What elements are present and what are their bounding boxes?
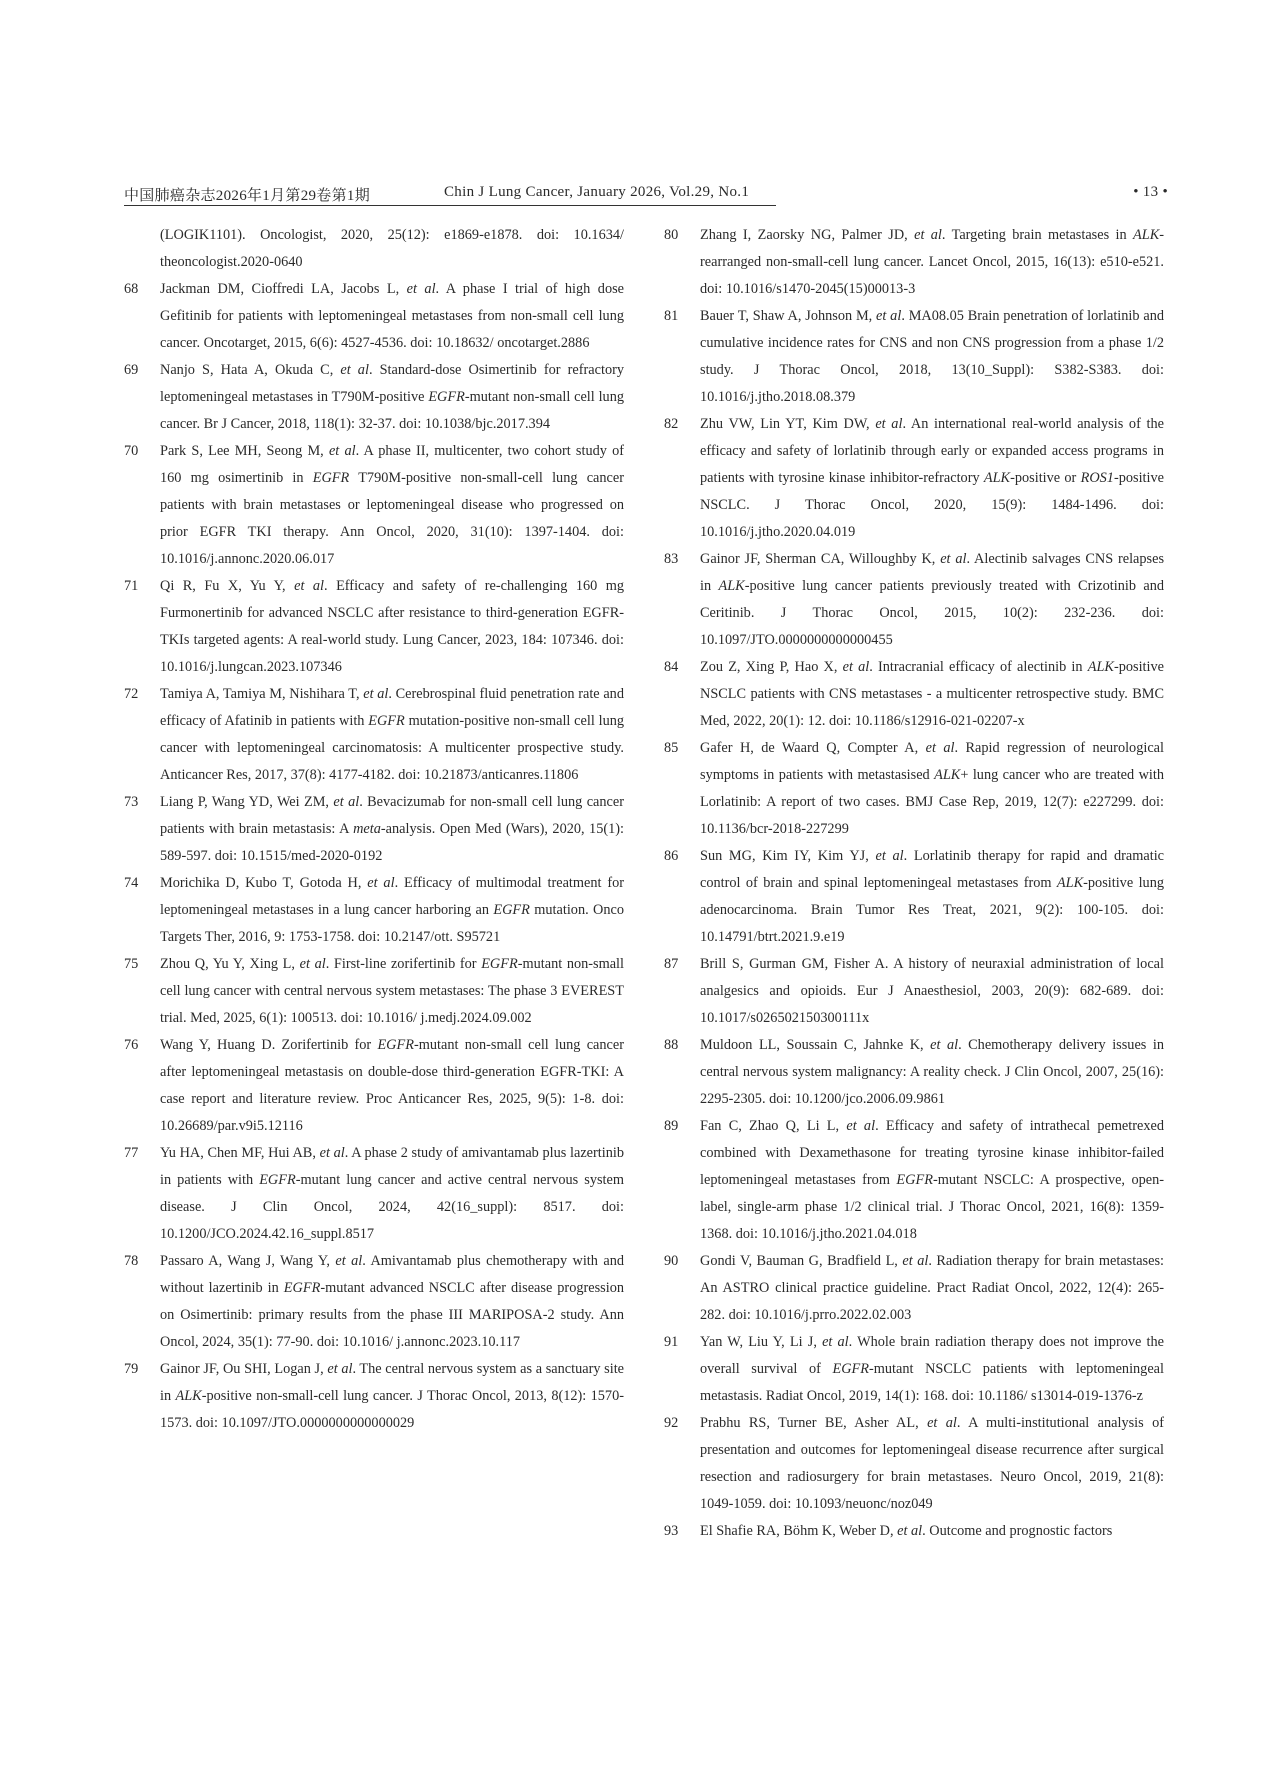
reference-text: Wang Y, Huang D. Zorifertinib for EGFR-mutant non-small cell lung cancer after leptomeningeal metastasis on double-dose third-generation EGFR-TKI: A case report and literature review. Proc Anticancer Res, 2025, 9(5): 1-8. doi: 10.26689/par.v9i5.12116 <box>160 1037 625 1134</box>
reference-number: 84 <box>664 659 679 675</box>
reference-number: 79 <box>124 1361 139 1377</box>
reference-text: Liang P, Wang YD, Wei ZM, et al. Bevacizumab for non-small cell lung cancer patients with brain metastasis: A meta-analysis. Open Med (Wars), 2020, 15(1): 589-597. doi: 10.1515/med-2020-0192 <box>160 794 624 864</box>
reference-text: Gondi V, Bauman G, Bradfield L, et al. Radiation therapy for brain metastases: An ASTRO clinical practice guideline. Pract Radiat Oncol, 2022, 12(4): 265-282. doi: 10.1016/j.prro.2022.02.003 <box>700 1253 1164 1323</box>
reference-text: Yu HA, Chen MF, Hui AB, et al. A phase 2 study of amivantamab plus lazertinib in patients with EGFR-mutant lung cancer and active central nervous system disease. J Clin Oncol, 2024, 42(16_suppl): 8517. doi: 10.1200/JCO.2024.42.16_suppl.8517 <box>160 1145 625 1242</box>
reference-item <box>664 303 1164 411</box>
reference-item <box>124 222 624 276</box>
reference-text: Morichika D, Kubo T, Gotoda H, et al. Efficacy of multimodal treatment for leptomeningeal metastases in a lung cancer harboring an EGFR mutation. Onco Targets Ther, 2016, 9: 1753-1758. doi: 10.2147/ott. S95721 <box>160 875 624 945</box>
reference-text: Zhang I, Zaorsky NG, Palmer JD, et al. Targeting brain metastases in ALK-rearranged non-small-cell lung cancer. Lancet Oncol, 2015, 16(13): e510-e521. doi: 10.1016/s1470-2045(15)00013-3 <box>700 227 1165 297</box>
reference-number: 85 <box>664 740 679 756</box>
reference-number: 91 <box>664 1334 679 1350</box>
reference-number: 71 <box>124 578 139 594</box>
reference-item <box>124 276 624 357</box>
reference-item <box>124 1248 624 1356</box>
header-rule <box>124 205 776 206</box>
reference-text: Passaro A, Wang J, Wang Y, et al. Amivantamab plus chemotherapy with and without lazertinib in EGFR-mutant advanced NSCLC after disease progression on Osimertinib: primary results from the phase III MARIPOSA-2 study. Ann Oncol, 2024, 35(1): 77-90. doi: 10.1016/ j.annonc.2023.10.117 <box>160 1253 624 1350</box>
reference-number: 78 <box>124 1253 139 1269</box>
reference-number: 81 <box>664 308 679 324</box>
reference-text: Zou Z, Xing P, Hao X, et al. Intracranial efficacy of alectinib in ALK-positive NSCLC patients with CNS metastases - a multicenter retrospective study. BMC Med, 2022, 20(1): 12. doi: 10.1186/s12916-021-02207-x <box>700 659 1164 729</box>
reference-item <box>124 951 624 1032</box>
reference-number: 92 <box>664 1415 679 1431</box>
reference-column-right <box>664 222 1164 1545</box>
reference-text: Nanjo S, Hata A, Okuda C, et al. Standard-dose Osimertinib for refractory leptomeningeal metastases in T790M-positive EGFR-mutant non-small cell lung cancer. Br J Cancer, 2018, 118(1): 32-37. doi: 10.1038/bjc.2017.394 <box>160 362 625 432</box>
reference-text: Gainor JF, Sherman CA, Willoughby K, et al. Alectinib salvages CNS relapses in ALK-positive lung cancer patients previously treated with Crizotinib and Ceritinib. J Thorac Oncol, 2015, 10(2): 232-236. doi: 10.1097/JTO.0000000000000455 <box>700 551 1165 648</box>
reference-item <box>124 789 624 870</box>
reference-text: Jackman DM, Cioffredi LA, Jacobs L, et al. A phase I trial of high dose Gefitinib for patients with leptomeningeal metastases from non-small cell lung cancer. Oncotarget, 2015, 6(6): 4527-4536. doi: 10.18632/ oncotarget.2886 <box>160 281 624 351</box>
reference-item <box>664 1518 1164 1545</box>
reference-item <box>124 357 624 438</box>
reference-number: 77 <box>124 1145 139 1161</box>
reference-number: 73 <box>124 794 139 810</box>
reference-text: (LOGIK1101). Oncologist, 2020, 25(12): e1869-e1878. doi: 10.1634/ theoncologist.2020-0640 <box>160 227 624 270</box>
reference-number: 69 <box>124 362 139 378</box>
reference-number: 72 <box>124 686 139 702</box>
reference-number: 83 <box>664 551 679 567</box>
reference-text: Tamiya A, Tamiya M, Nishihara T, et al. Cerebrospinal fluid penetration rate and efficacy of Afatinib in patients with EGFR mutation-positive non-small cell lung cancer with leptomeningeal carcinomatosis: A multicenter prospective study. Anticancer Res, 2017, 37(8): 4177-4182. doi: 10.21873/anticanres.11806 <box>160 686 625 783</box>
reference-item <box>124 870 624 951</box>
reference-text: Brill S, Gurman GM, Fisher A. A history of neuraxial administration of local analgesics and opioids. Eur J Anaesthesiol, 2003, 20(9): 682-689. doi: 10.1017/s026502150300111x <box>700 956 1164 1026</box>
reference-number: 86 <box>664 848 679 864</box>
page-number: • 13 • <box>1133 184 1168 200</box>
reference-number: 89 <box>664 1118 679 1134</box>
reference-text: Park S, Lee MH, Seong M, et al. A phase II, multicenter, two cohort study of 160 mg osimertinib in EGFR T790M-positive non-small-cell lung cancer patients with brain metastases or leptomeningeal disease who progressed on prior EGFR TKI therapy. Ann Oncol, 2020, 31(10): 1397-1404. doi: 10.1016/j.annonc.2020.06.017 <box>160 443 625 567</box>
reference-item <box>664 1032 1164 1113</box>
reference-item <box>664 735 1164 843</box>
reference-text: Zhou Q, Yu Y, Xing L, et al. First-line zorifertinib for EGFR-mutant non-small cell lung cancer with central nervous system metastases: The phase 3 EVEREST trial. Med, 2025, 6(1): 100513. doi: 10.1016/ j.medj.2024.09.002 <box>160 956 624 1026</box>
reference-item <box>124 1032 624 1140</box>
reference-number: 82 <box>664 416 679 432</box>
reference-text: Gafer H, de Waard Q, Compter A, et al. Rapid regression of neurological symptoms in patients with metastasised ALK+ lung cancer who are treated with Lorlatinib: A report of two cases. BMJ Case Rep, 2019, 12(7): e227299. doi: 10.1136/bcr-2018-227299 <box>700 740 1164 837</box>
reference-item <box>664 1329 1164 1410</box>
running-header <box>124 184 1168 206</box>
reference-number: 75 <box>124 956 139 972</box>
reference-text: Gainor JF, Ou SHI, Logan J, et al. The central nervous system as a sanctuary site in ALK-positive non-small-cell lung cancer. J Thorac Oncol, 2013, 8(12): 1570-1573. doi: 10.1097/JTO.0000000000000029 <box>160 1361 625 1431</box>
reference-number: 93 <box>664 1523 679 1539</box>
reference-item <box>664 843 1164 951</box>
reference-number: 90 <box>664 1253 679 1269</box>
reference-item <box>664 951 1164 1032</box>
reference-item <box>124 1140 624 1248</box>
journal-title-en: Chin J Lung Cancer, January 2026, Vol.29, No.1 <box>444 184 750 200</box>
reference-number: 70 <box>124 443 139 459</box>
reference-text: Fan C, Zhao Q, Li L, et al. Efficacy and safety of intrathecal pemetrexed combined with Dexamethasone for treating tyrosine kinase inhibitor-failed leptomeningeal metastases from EGFR-mutant NSCLC: A prospective, open-label, single-arm phase 1/2 clinical trial. J Thorac Oncol, 2021, 16(8): 1359-1368. doi: 10.1016/j.jtho.2021.04.018 <box>700 1118 1165 1242</box>
reference-item <box>124 681 624 789</box>
reference-item <box>664 546 1164 654</box>
reference-column-left <box>124 222 624 1437</box>
reference-item <box>664 1248 1164 1329</box>
reference-item <box>664 1113 1164 1248</box>
reference-text: Bauer T, Shaw A, Johnson M, et al. MA08.05 Brain penetration of lorlatinib and cumulative incidence rates for CNS and non CNS progression from a phase 1/2 study. J Thorac Oncol, 2018, 13(10_Suppl): S382-S383. doi: 10.1016/j.jtho.2018.08.379 <box>700 308 1165 405</box>
reference-item <box>664 654 1164 735</box>
reference-text: Prabhu RS, Turner BE, Asher AL, et al. A multi-institutional analysis of presentation and outcomes for leptomeningeal disease recurrence after surgical resection and radiosurgery for brain metastases. Neuro Oncol, 2019, 21(8): 1049-1059. doi: 10.1093/neuonc/noz049 <box>700 1415 1165 1512</box>
journal-title-cn: 中国肺癌杂志2026年1月第29卷第1期 <box>124 188 371 204</box>
reference-number: 68 <box>124 281 139 297</box>
reference-number: 87 <box>664 956 679 972</box>
reference-number: 80 <box>664 227 679 243</box>
reference-text: Muldoon LL, Soussain C, Jahnke K, et al. Chemotherapy delivery issues in central nervous system malignancy: A reality check. J Clin Oncol, 2007, 25(16): 2295-2305. doi: 10.1200/jco.2006.09.9861 <box>700 1037 1164 1107</box>
reference-text: Sun MG, Kim IY, Kim YJ, et al. Lorlatinib therapy for rapid and dramatic control of brain and spinal leptomeningeal metastases from ALK-positive lung adenocarcinoma. Brain Tumor Res Treat, 2021, 9(2): 100-105. doi: 10.14791/btrt.2021.9.e19 <box>700 848 1165 945</box>
reference-text: Yan W, Liu Y, Li J, et al. Whole brain radiation therapy does not improve the overall survival of EGFR-mutant NSCLC patients with leptomeningeal metastasis. Radiat Oncol, 2019, 14(1): 168. doi: 10.1186/ s13014-019-1376-z <box>700 1334 1165 1404</box>
reference-item <box>664 1410 1164 1518</box>
reference-text: Qi R, Fu X, Yu Y, et al. Efficacy and safety of re-challenging 160 mg Furmonertinib for advanced NSCLC after resistance to third-generation EGFR-TKIs targeted agents: A real-world study. Lung Cancer, 2023, 184: 107346. doi: 10.1016/j.lungcan.2023.107346 <box>160 578 625 675</box>
reference-text: Zhu VW, Lin YT, Kim DW, et al. An international real-world analysis of the efficacy and safety of lorlatinib through early or expanded access programs in patients with tyrosine kinase inhibitor-refractory ALK-positive or ROS1-positive NSCLC. J Thorac Oncol, 2020, 15(9): 1484-1496. doi: 10.1016/j.jtho.2020.04.019 <box>700 416 1164 540</box>
reference-text: El Shafie RA, Böhm K, Weber D, et al. Outcome and prognostic factors <box>700 1523 1113 1539</box>
reference-number: 74 <box>124 875 139 891</box>
reference-number: 88 <box>664 1037 679 1053</box>
reference-item <box>124 573 624 681</box>
reference-item <box>664 222 1164 303</box>
reference-number: 76 <box>124 1037 139 1053</box>
reference-item <box>664 411 1164 546</box>
reference-item <box>124 438 624 573</box>
reference-item <box>124 1356 624 1437</box>
